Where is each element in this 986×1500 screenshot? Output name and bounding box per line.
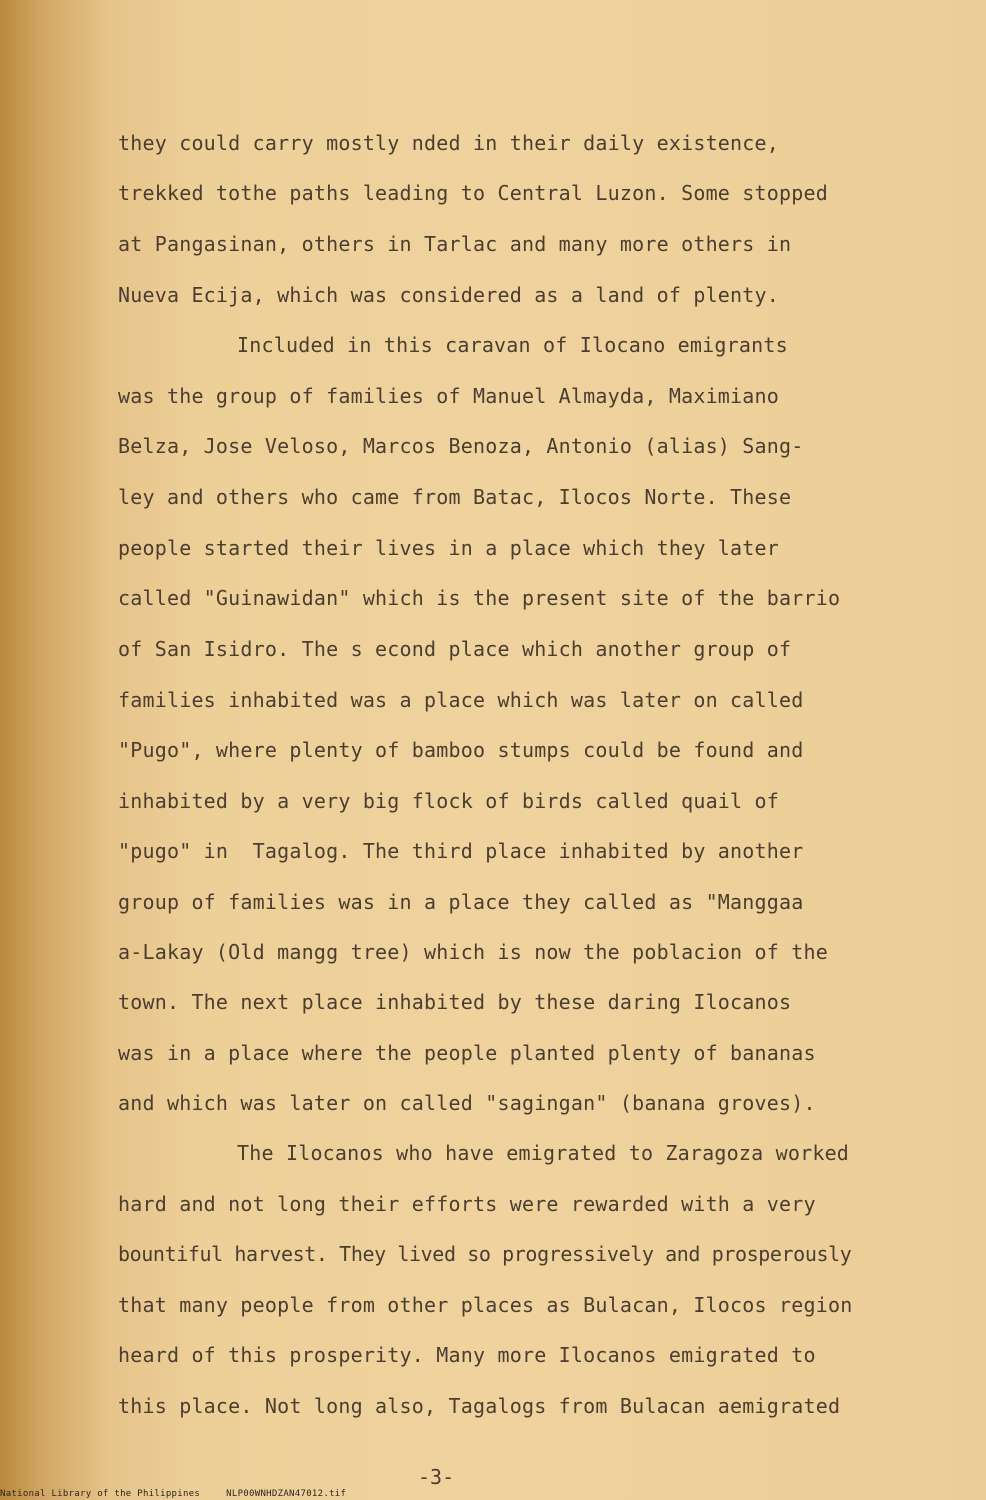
text-line: they could carry mostly nded in their daily existence, bbox=[118, 131, 780, 155]
text-line: inhabited by a very big flock of birds called quail of bbox=[118, 789, 780, 813]
text-line: at Pangasinan, others in Tarlac and many more others in bbox=[118, 232, 792, 256]
text-line: a-Lakay (Old mangg tree) which is now the poblacion of the bbox=[118, 940, 828, 964]
scan-footer bbox=[0, 1489, 346, 1499]
text-line: Nueva Ecija, which was considered as a land of plenty. bbox=[118, 283, 780, 307]
text-line: called "Guinawidan" which is the present site of the barrio bbox=[118, 586, 841, 610]
page-number: -3- bbox=[418, 1465, 455, 1489]
text-line: trekked tothe paths leading to Central Luzon. Some stopped bbox=[118, 181, 828, 205]
text-line: "pugo" in Tagalog. The third place inhabited by another bbox=[118, 839, 804, 863]
text-line: town. The next place inhabited by these daring Ilocanos bbox=[118, 990, 792, 1014]
text-line: was the group of families of Manuel Almayda, Maximiano bbox=[118, 384, 780, 408]
text-line: heard of this prosperity. Many more Ilocanos emigrated to bbox=[118, 1343, 816, 1367]
paragraph-start-line: The Ilocanos who have emigrated to Zaragoza worked bbox=[237, 1141, 850, 1165]
text-line: families inhabited was a place which was later on called bbox=[118, 688, 804, 712]
text-line: people started their lives in a place which they later bbox=[118, 536, 780, 560]
library-name: National Library of the Philippines bbox=[0, 1489, 201, 1499]
text-line: that many people from other places as Bulacan, Ilocos region bbox=[118, 1293, 853, 1317]
text-line: this place. Not long also, Tagalogs from Bulacan aemigrated bbox=[118, 1394, 841, 1418]
text-line: of San Isidro. The s econd place which another group of bbox=[118, 637, 792, 661]
text-line: Belza, Jose Veloso, Marcos Benoza, Antonio (alias) Sang- bbox=[118, 434, 804, 458]
file-name: NLP00WNHDZAN47012.tif bbox=[226, 1489, 347, 1499]
text-line: and which was later on called "sagingan" (banana groves). bbox=[118, 1091, 816, 1115]
paragraph-start-line: Included in this caravan of Ilocano emigrants bbox=[237, 333, 788, 357]
text-line: ley and others who came from Batac, Ilocos Norte. These bbox=[118, 485, 792, 509]
text-line: bountiful harvest. They lived so progressively and prosperously bbox=[118, 1242, 852, 1266]
text-line: group of families was in a place they called as "Manggaa bbox=[118, 890, 804, 914]
text-line: hard and not long their efforts were rewarded with a very bbox=[118, 1192, 816, 1216]
text-line: was in a place where the people planted plenty of bananas bbox=[118, 1041, 816, 1065]
text-line: "Pugo", where plenty of bamboo stumps could be found and bbox=[118, 738, 804, 762]
